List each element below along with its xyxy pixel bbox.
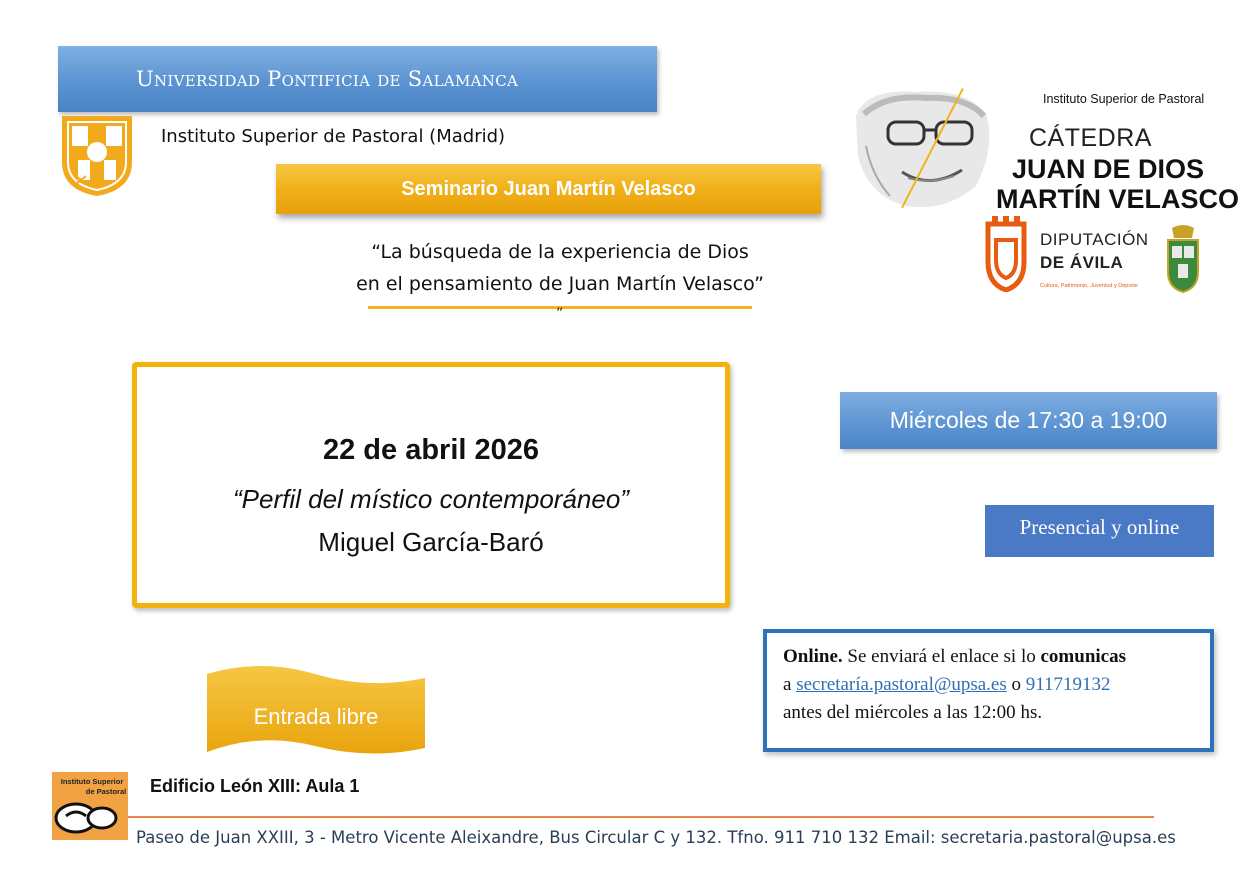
seminar-banner <box>276 164 821 214</box>
footer-address: Paseo de Juan XXIII, 3 - Metro Vicente Aleixandre, Bus Circular C y 132. Tfno. 911 710 132 Email: secretaria.pastoral@upsa.es <box>136 828 1176 847</box>
coat-of-arms-icon <box>1164 224 1202 294</box>
seminar-title: Seminario Juan Martín Velasco <box>401 177 696 200</box>
online-o: o <box>1006 674 1026 695</box>
seminar-subtitle <box>300 236 820 300</box>
attendance-mode-badge: Presencial y online <box>985 505 1214 557</box>
online-email-link[interactable]: secretaría.pastoral@upsa.es <box>796 674 1007 695</box>
subtitle-line-2: en el pensamiento de Juan Martín Velasco” <box>356 273 764 295</box>
subtitle-trailing-mark: ” <box>556 306 564 322</box>
university-name: Universidad Pontificia de Salamanca <box>136 67 519 91</box>
university-banner <box>58 46 657 112</box>
diputacion-line-2: DE ÁVILA <box>1040 253 1124 272</box>
svg-text:Instituto Superior: Instituto Superior <box>60 777 124 786</box>
institute-madrid: Instituto Superior de Pastoral (Madrid) <box>161 126 506 147</box>
online-line-2 <box>783 671 1196 699</box>
event-title: “Perfil del místico contemporáneo” <box>233 484 629 514</box>
event-speaker: Miguel García-Baró <box>318 527 544 557</box>
online-label: Online. <box>783 646 843 667</box>
online-text-2: antes del miércoles a las <box>783 702 973 723</box>
online-line-1 <box>783 643 1196 671</box>
building-location: Edificio León XIII: Aula 1 <box>150 776 360 796</box>
diputacion-avila-icon <box>984 214 1028 292</box>
footer-divider <box>128 816 1154 818</box>
event-date: 22 de abril 2026 <box>322 434 540 466</box>
svg-text:de Pastoral: de Pastoral <box>85 787 127 796</box>
university-shield-icon <box>58 112 136 198</box>
diputacion-line-1: DIPUTACIÓN <box>1040 230 1149 249</box>
schedule-banner: Miércoles de 17:30 a 19:00 <box>840 392 1217 449</box>
entrada-libre-label: Entrada libre <box>253 704 379 729</box>
subtitle-line-1: “La búsqueda de la experiencia de Dios <box>371 241 749 263</box>
isp-logo-icon <box>52 772 128 840</box>
diputacion-tagline: Cultura, Patrimonio, Juventud y Deporte <box>1040 283 1138 289</box>
online-a: a <box>783 674 797 695</box>
logo-name-line-1: JUAN DE DIOS <box>1012 154 1205 184</box>
online-line-3 <box>783 699 1196 727</box>
portrait-sketch-icon <box>846 86 1006 214</box>
logo-institute: Instituto Superior de Pastoral <box>1043 92 1205 106</box>
online-info-box <box>763 629 1214 752</box>
online-comunicas: comunicas <box>1040 646 1126 667</box>
online-phone[interactable]: 911719132 <box>1025 674 1111 695</box>
online-hs: hs. <box>1015 702 1043 723</box>
logo-catedra: CÁTEDRA <box>1029 124 1152 152</box>
online-time: 12:00 <box>972 702 1016 723</box>
online-text-1: Se enviará el enlace si lo <box>842 646 1041 667</box>
logo-name-line-2: MARTÍN VELASCO <box>996 184 1239 214</box>
